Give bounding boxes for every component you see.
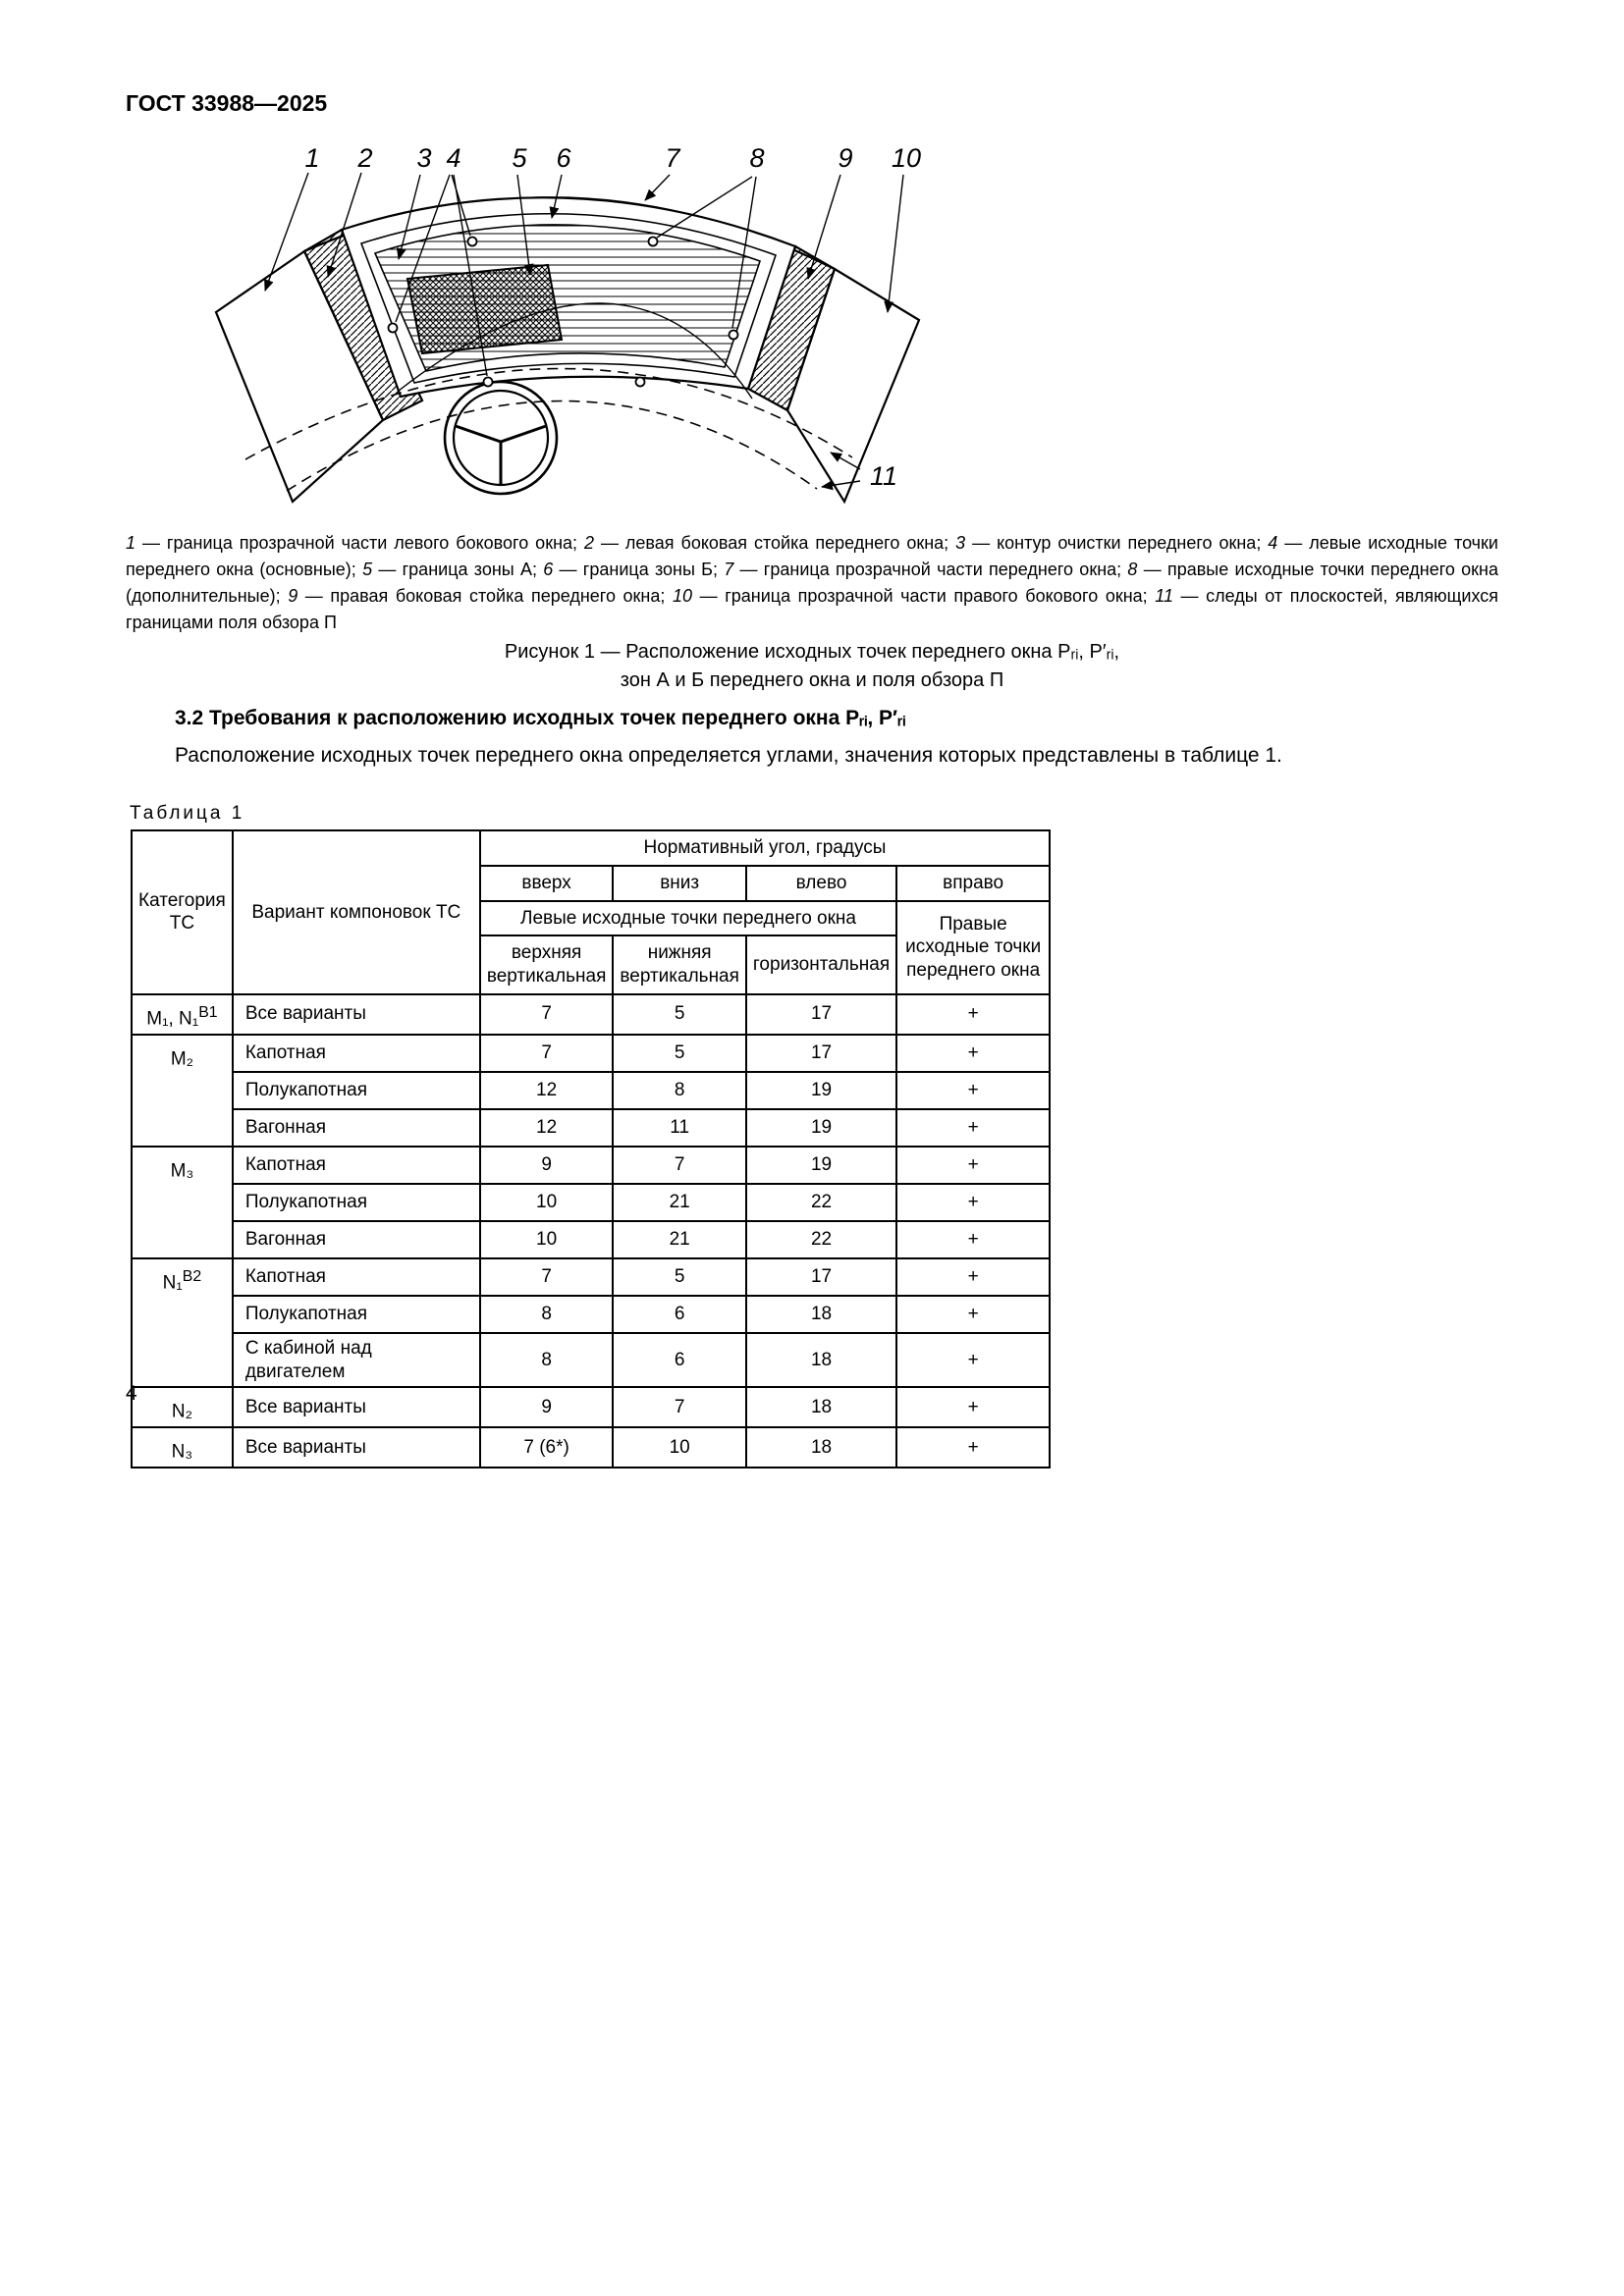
cell-up: 12 [480, 1109, 614, 1147]
cell-variant: Все варианты [233, 994, 480, 1035]
cell-up: 12 [480, 1072, 614, 1109]
legend-item-text: — граница зоны Б; [553, 560, 725, 579]
category-text: М₁, N₁ [146, 1008, 199, 1030]
cell-category [132, 1035, 233, 1147]
cell-down: 6 [613, 1333, 746, 1388]
cell-right: + [896, 1221, 1050, 1258]
body-paragraph: Расположение исходных точек переднего окна определяется углами, значения которых представлены в таблице 1. [175, 744, 1282, 767]
table-1 [131, 829, 1051, 1468]
legend-item-num: 3 [955, 533, 966, 553]
cell-variant: Вагонная [233, 1109, 480, 1147]
cell-left: 18 [746, 1427, 896, 1468]
cell-left: 18 [746, 1387, 896, 1427]
legend-item-num: 5 [362, 560, 373, 579]
legend-item-text: — граница зоны А; [372, 560, 544, 579]
legend-item-text: — контур очистки переднего окна; [965, 533, 1269, 553]
category-text: N₂ [171, 1401, 192, 1422]
table-row [132, 1258, 1050, 1296]
table-row [132, 1184, 1050, 1221]
cell-right: + [896, 1072, 1050, 1109]
cell-left: 17 [746, 1035, 896, 1072]
legend-item-text: — граница прозрачной части переднего окна; [733, 560, 1128, 579]
cell-down: 21 [613, 1221, 746, 1258]
table-row [132, 1427, 1050, 1468]
table-label: Таблица 1 [130, 803, 245, 824]
legend-item-text: — граница прозрачной части левого бокового окна; [135, 533, 584, 553]
cell-up: 8 [480, 1296, 614, 1333]
zone-a-crosshatched [407, 265, 562, 353]
legend-item-num: 6 [543, 560, 554, 579]
legend-item-text: — левая боковая стойка переднего окна; [594, 533, 956, 553]
cell-left: 22 [746, 1184, 896, 1221]
cell-up: 7 [480, 994, 614, 1035]
category-sup: В2 [182, 1267, 202, 1285]
cell-left: 17 [746, 1258, 896, 1296]
cell-left: 19 [746, 1072, 896, 1109]
category-text: N₁ [162, 1272, 183, 1294]
legend-item-text: — правые исходные точки переднего окна (дополнительные); [126, 560, 1498, 606]
header-lower-vertical: нижняя вертикальная [613, 935, 746, 994]
cell-up: 9 [480, 1387, 614, 1427]
legend-item-text: — левые исходные точки переднего окна (основные); [126, 533, 1498, 579]
table-row [132, 1072, 1050, 1109]
cell-variant: Все варианты [233, 1427, 480, 1468]
cell-category [132, 1258, 233, 1388]
cell-up: 10 [480, 1221, 614, 1258]
cell-variant: Все варианты [233, 1387, 480, 1427]
legend-item-num: 9 [288, 586, 298, 606]
section-heading: 3.2 Требования к расположению исходных точек переднего окна Pᵣᵢ, P′ᵣᵢ [175, 707, 906, 729]
category-text: М₂ [170, 1048, 194, 1070]
legend-item-num: 1 [126, 533, 136, 553]
cell-variant: С кабиной над двигателем [233, 1333, 480, 1388]
callout-9: 9 [838, 143, 853, 173]
table-row [132, 1147, 1050, 1184]
cell-right: + [896, 1035, 1050, 1072]
cell-category [132, 1387, 233, 1427]
callout-5: 5 [512, 143, 527, 173]
cell-down: 10 [613, 1427, 746, 1468]
table-row [132, 1035, 1050, 1072]
cell-left: 18 [746, 1296, 896, 1333]
category-sup: В1 [198, 1003, 218, 1021]
cell-right: + [896, 1258, 1050, 1296]
header-left-points: Левые исходные точки переднего окна [480, 901, 896, 936]
cell-right: + [896, 1147, 1050, 1184]
cell-left: 17 [746, 994, 896, 1035]
cell-variant: Полукапотная [233, 1296, 480, 1333]
cell-right: + [896, 1333, 1050, 1388]
cell-right: + [896, 1109, 1050, 1147]
cell-variant: Вагонная [233, 1221, 480, 1258]
header-horizontal: горизонтальная [746, 935, 896, 994]
table-row [132, 1109, 1050, 1147]
cell-variant: Капотная [233, 1035, 480, 1072]
header-right-points: Правые исходные точки переднего окна [896, 901, 1050, 994]
doc-code: ГОСТ 33988—2025 [126, 90, 328, 116]
cell-right: + [896, 1296, 1050, 1333]
cell-down: 11 [613, 1109, 746, 1147]
cell-category [132, 1147, 233, 1258]
category-text: М₃ [170, 1160, 194, 1182]
cell-up: 7 [480, 1258, 614, 1296]
table-row [132, 1333, 1050, 1388]
legend-item-num: 11 [1155, 586, 1173, 606]
cell-right: + [896, 1387, 1050, 1427]
cell-up: 7 [480, 1035, 614, 1072]
table-row [132, 1221, 1050, 1258]
header-variant: Вариант компоновок ТС [233, 830, 480, 994]
legend-item-num: 7 [724, 560, 734, 579]
header-right: вправо [896, 866, 1050, 901]
cell-left: 18 [746, 1333, 896, 1388]
legend-item-text: — правая боковая стойка переднего окна; [298, 586, 673, 606]
cell-down: 7 [613, 1147, 746, 1184]
callout-8: 8 [749, 143, 765, 173]
legend-item-text: — граница прозрачной части правого бокового окна; [692, 586, 1156, 606]
cell-down: 5 [613, 1258, 746, 1296]
table-row [132, 1387, 1050, 1427]
cell-up: 7 (6*) [480, 1427, 614, 1468]
header-left: влево [746, 866, 896, 901]
figure-legend [126, 530, 1498, 636]
cell-down: 21 [613, 1184, 746, 1221]
table-row [132, 994, 1050, 1035]
legend-item-num: 10 [672, 586, 693, 606]
cell-right: + [896, 1427, 1050, 1468]
header-category: Категория ТС [132, 830, 233, 994]
legend-item-num: 2 [583, 533, 594, 553]
cell-down: 5 [613, 1035, 746, 1072]
cell-variant: Капотная [233, 1147, 480, 1184]
cell-down: 7 [613, 1387, 746, 1427]
header-angle-group: Нормативный угол, градусы [480, 830, 1050, 866]
cell-left: 22 [746, 1221, 896, 1258]
callout-2: 2 [357, 143, 373, 173]
cell-left: 19 [746, 1147, 896, 1184]
figure-caption-line1: Рисунок 1 — Расположение исходных точек переднего окна Pᵣᵢ, P′ᵣᵢ, [504, 641, 1120, 663]
callout-10: 10 [891, 143, 922, 173]
cell-category [132, 1427, 233, 1468]
cell-down: 6 [613, 1296, 746, 1333]
cell-left: 19 [746, 1109, 896, 1147]
header-up: вверх [480, 866, 614, 901]
category-text: N₃ [171, 1441, 193, 1463]
legend-item-num: 4 [1268, 533, 1278, 553]
cell-variant: Полукапотная [233, 1072, 480, 1109]
cell-up: 10 [480, 1184, 614, 1221]
cell-up: 8 [480, 1333, 614, 1388]
cell-category [132, 994, 233, 1035]
cell-variant: Капотная [233, 1258, 480, 1296]
cell-down: 5 [613, 994, 746, 1035]
cell-down: 8 [613, 1072, 746, 1109]
header-down: вниз [613, 866, 746, 901]
steering-wheel [445, 382, 557, 494]
table-row [132, 1296, 1050, 1333]
cell-right: + [896, 1184, 1050, 1221]
callout-3: 3 [416, 143, 432, 173]
callout-11: 11 [869, 461, 898, 491]
legend-item-num: 8 [1127, 560, 1138, 579]
header-upper-vertical: верхняя вертикальная [480, 935, 614, 994]
callout-7: 7 [665, 143, 680, 173]
table-header-row [132, 830, 1050, 866]
figure-caption [126, 638, 1498, 695]
figure-caption-line2: зон А и Б переднего окна и поля обзора П [620, 669, 1004, 691]
page-number: 4 [126, 1382, 137, 1405]
callout-6: 6 [556, 143, 571, 173]
cell-right: + [896, 994, 1050, 1035]
cell-variant: Полукапотная [233, 1184, 480, 1221]
callout-1: 1 [304, 143, 320, 173]
cell-up: 9 [480, 1147, 614, 1184]
figure-1 [206, 143, 933, 520]
callout-4: 4 [446, 143, 461, 173]
legend-item-text: — следы от плоскостей, являющихся границами поля обзора П [126, 586, 1499, 632]
figure-drawing [206, 143, 933, 520]
